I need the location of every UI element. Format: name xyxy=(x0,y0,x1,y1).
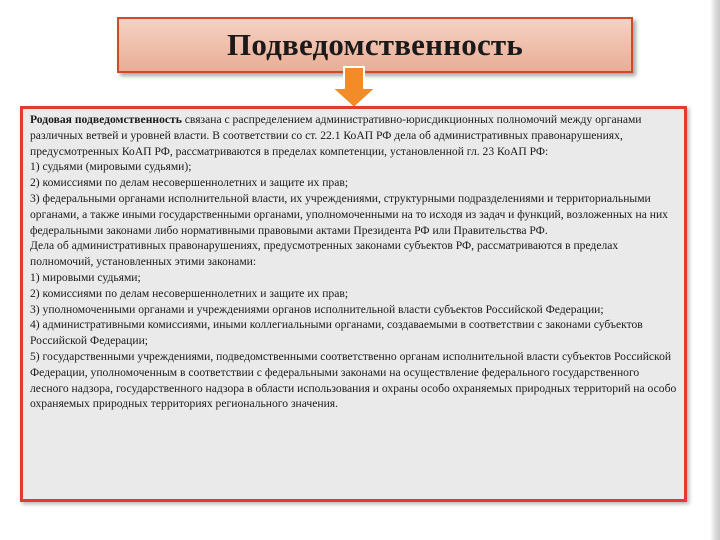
intro-text: связана с распределением административно-юрисдикционных полномочий между органами различных ветвей и уровней власти. В соответствии со ст. 22.1 КоАП РФ дела об административных правонарушениях, предусмотренных КоАП РФ, рассматриваются в пределах компетенции, установленной гл. 23 КоАП РФ: xyxy=(30,113,642,158)
list-item: 2) комиссиями по делам несовершеннолетних и защите их прав; xyxy=(30,176,349,190)
list-item: 1) мировыми судьями; xyxy=(30,270,141,284)
slide-edge-shadow xyxy=(710,0,720,540)
intro-lead-term: Родовая подведомственность xyxy=(30,113,182,126)
intro-paragraph xyxy=(30,112,678,159)
list-item: 5) государственными учреждениями, подведомственными соответственно органам исполнительной власти субъектов Российской Федерации, уполномоченным в соответствии с федеральными законами на осуществление федерального государственного лесного надзора, государственного надзора в области использования и охраны особо охраняемых природных территорий на особо охраняемых природных территориях регионального значения. xyxy=(30,349,677,411)
title-box xyxy=(117,17,633,73)
slide-title: Подведомственность xyxy=(227,27,523,62)
list-item: 1) судьями (мировыми судьями); xyxy=(30,160,192,174)
list-item: 4) административными комиссиями, иными коллегиальными органами, создаваемыми в соответствии с законами субъектов Российской Федерации; xyxy=(30,318,643,348)
regional-intro-paragraph: Дела об административных правонарушениях, предусмотренных законами субъектов РФ, рассматриваются в пределах полномочий, установленных этими законами: xyxy=(30,239,619,269)
down-arrow-icon xyxy=(330,66,378,110)
content-box xyxy=(20,106,687,502)
list-item: 2) комиссиями по делам несовершеннолетних и защите их прав; xyxy=(30,286,349,300)
list-item: 3) федеральными органами исполнительной власти, их учреждениями, структурными подразделениями и территориальными органами, а также иными государственными органами, уполномоченными на то исходя из задач и функций, возложенных на них федеральными законами либо нормативными правовыми актами Президента РФ или Правительства РФ. xyxy=(30,191,668,237)
list-item: 3) уполномоченными органами и учреждениями органов исполнительной власти субъектов Российской Федерации; xyxy=(30,302,604,316)
